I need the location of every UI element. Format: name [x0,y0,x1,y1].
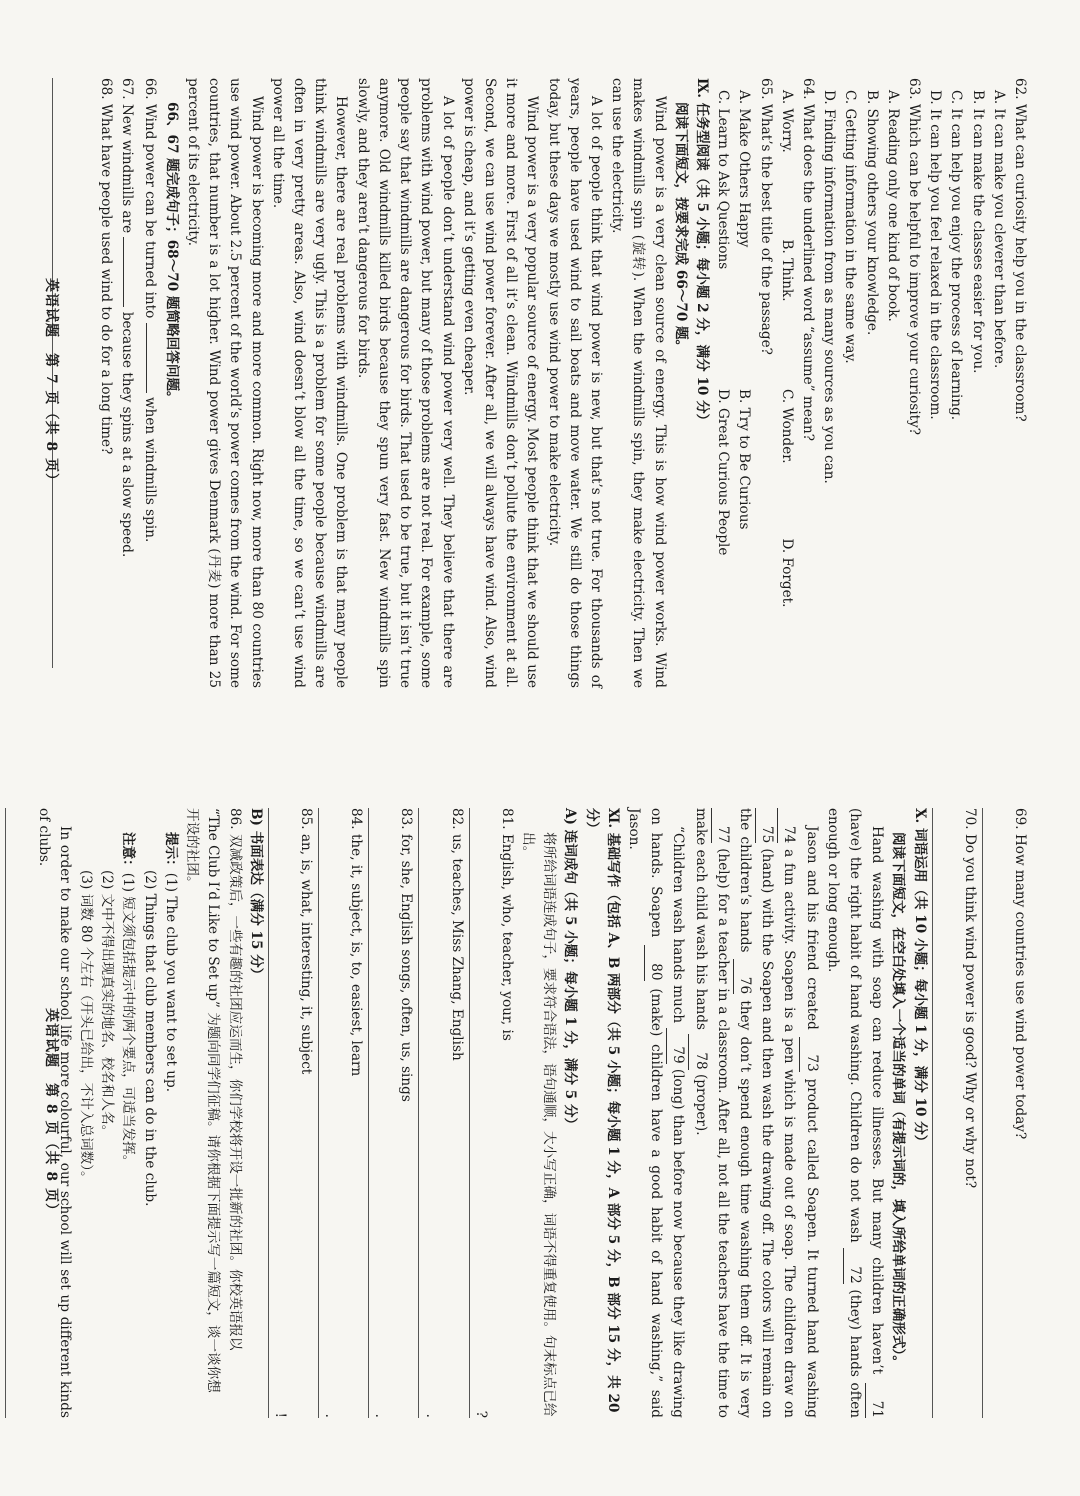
passage-paragraph: Wind power is a very popular source of energy. Most people think that we should use it more and more. First of all it’s clean. Windmills don’t pollute the environment at all. Second, we can use wind power forever. After all, we will always have wind. Also, wind power is cheap, and it’s getting even cheaper. [460,78,541,688]
option: B. Try to Be Curious [736,389,753,530]
part-a-instruction: 将所给词语连成句子，要求符合语法，语句通顺，大小写正确，词语不得重复使用。句末标点已给出。 [519,832,558,1417]
cloze-text: a fun activity. Soapen is a pen which is made out of soap. The children draw on [781,849,798,1418]
question-70: 70. Do you think wind power is good? Why or why not? [961,808,978,1189]
passage-paragraph: A lot of people think that wind power is new, but that’s not true. For thousands of years, people have used wind to sail boats and move water. We still do those things today, but these days we mostly use wind power to make electricity. [545,78,604,688]
option: A. Reading only one kind of book. [884,90,901,322]
cloze-blank-74[interactable]: 74 [777,808,799,843]
section-x-title: Ⅹ. 词语运用（共 10 小题；每小题 1 分，满分 10 分） [911,808,928,1149]
passage-paragraph: A lot of people don’t understand wind power very well. They believe that there are problems with wind power, but many of those problems are not real. For example, some people say that windmills are dangerous for birds. That used to be true, but it isn’t true anymore. Old windmills killed birds because they spun very fast. New windmills spin slowly, and they aren’t dangerous for birds. [354,78,456,688]
end-punctuation: . [372,1413,389,1418]
page-footer: 英语试题 第 8 页（共 8 页） [43,1008,60,1218]
passage-paragraph: Wind power is a very clean source of energy. This is how wind power works. Wind makes windmills spin (旋转). When the windmills spin, they make electricity. Then we can use the electricity. [609,78,668,688]
passage-paragraph: However, there are real problems with windmills. One problem is that many people think windmills are very ugly. This is a problem for some people because windmills are often in very pretty areas. Also, wind doesn’t blow all the time, so we can’t use wind power all the time. [269,78,350,688]
cloze-blank-71[interactable]: 71 [865,1383,887,1418]
question-84: 84. the, it, subject, is, to, easiest, learn [348,808,365,1077]
answer-line-83[interactable] [368,808,395,1418]
cloze-paragraph-2 [688,808,821,1418]
question-66-text-end: when windmills spin. [141,397,158,543]
cloze-text: (proper). [692,1073,709,1136]
section-x-instruction: 阅读下面短文，在空白处填入一个适当的单词（有提示词的，填入所给单词的正确形式）。 [890,832,907,1369]
option: A. It can make you cleverer than before. [990,90,1007,369]
question-67 [116,78,138,688]
question-63: 63. Which can be helpful to improve your curiosity? [905,78,922,436]
cloze-blank-78[interactable]: 78 [688,1034,710,1069]
answer-line-85[interactable] [268,808,295,1418]
tasks-instruction: 66、67 题完成句子；68～70 题简略回答问题。 [163,102,180,405]
cloze-text: they don’t spend enough time washing them off. It is very [736,1000,753,1418]
exam-page-7 [43,78,1030,688]
cloze-paragraph-3 [623,808,689,1418]
cloze-text: “Children wash hands much [670,826,687,1024]
hint-1 [160,808,181,1418]
cloze-blank-75[interactable]: 75 [755,808,777,843]
end-punctuation: . [322,1413,339,1418]
cloze-blank-73[interactable]: 73 [799,1037,821,1072]
cloze-blank-79[interactable]: 79 [666,1028,688,1063]
hint-label: 提示： [162,832,179,873]
question-81: 81. English, who, teacher, your, is [498,808,515,1041]
option: A. Worry. [778,90,795,153]
option: D. Forget. [778,538,795,608]
option: C. It can help you enjoy the process of learning. [948,90,965,421]
cloze-blank-76[interactable]: 76 [733,959,755,994]
hint-2: (2) Things that club members can do in the club. [141,870,158,1207]
question-67-text-end: because they spins at a slow speed. [119,311,136,558]
answer-line-82[interactable] [418,808,445,1418]
question-65-options-row1 [733,78,754,688]
cloze-blank-77[interactable]: 77 [711,808,733,843]
essay-line[interactable] [5,808,32,1418]
cloze-text: Hand washing with soap can reduce illnesses. But many children haven’t [869,826,886,1375]
option: B. Think. [778,239,795,302]
end-punctuation: . [422,1413,439,1418]
note-2: (2) 文中不得出现真实的地名、校名和人名。 [99,870,116,1139]
section-ix-title: Ⅸ. 任务型阅读（共 5 小题；每小题 2 分，满分 10 分） [693,78,710,428]
section-xi-title: Ⅺ. 基础写作（包括 A、B 两部分（共 5 小题；每小题 1 分，A 部分 5 分，B 部分 15 分，共 20 分） [583,808,621,1413]
option: B. Showing others your knowledge. [863,90,880,336]
answer-line-69[interactable] [982,808,1009,1418]
option: C. Learn to Ask Questions [715,90,732,270]
note-label: 注意： [120,832,137,873]
question-68: 68. What have people used wind to do for a long time? [98,78,115,455]
part-b-title: B) 书面表达（满分 15 分） [247,808,264,982]
cloze-text: product called Soapen. It turned hand washing [803,1078,820,1418]
question-82: 82. us, teaches, Miss Zhang, English [448,808,465,1061]
question-64: 64. What does the underlined word “assume” mean? [799,78,816,442]
cloze-text: Jason and his friend created [803,826,820,1030]
note-3: (3) 词数 80 个左右（开头已给出，不计入总词数）。 [78,870,95,1185]
question-65-options-row2 [712,78,733,688]
page-footer: 英语试题 第 7 页（共 8 页） [43,278,60,488]
question-86-line-1: 86. 双减政策后，一些有趣的社团应运而生，你们学校将开设一批新的社团。你校英语报以 [226,808,243,1351]
answer-line-81[interactable] [469,808,496,1418]
cloze-paragraph-1 [822,808,888,1418]
exam-page-8 [35,808,1030,1418]
cloze-text: (they) hands often enough or long enough. [824,808,863,1418]
section-ix-instruction: 阅读下面短文，按要求完成 66～70 题。 [672,102,689,354]
option: D. It can help you feel relaxed in the classroom. [927,90,944,420]
question-65: 65. What’s the best title of the passage? [757,78,774,355]
option: B. It can make the classes easier for you. [969,90,986,374]
option: C. Getting information in the same way. [842,90,859,364]
essay-start: In order to make our school life more colourful, our school will set up different kinds of clubs. [35,808,73,1418]
question-66 [138,78,160,688]
cloze-text: (help) for a teacher in a classroom. After all, not all the teachers have the time to make each child wash his hands [692,808,731,1418]
answer-blank-66[interactable] [146,323,161,393]
cloze-text: (hand) with the Soapen and then wash the drawing off. The colors will remain on the children’s hands [736,808,776,1418]
part-a-title: A) 连词成句（共 5 小题；每小题 1 分，满分 5 分） [562,808,579,1132]
question-67-text: 67. New windmills are [119,78,136,234]
question-86-line-3: 开设的社团。 [184,808,201,890]
question-62: 62. What can curiosity help you in the classroom? [1012,78,1028,422]
cloze-text: (have) the right habit of hand washing. Children do not wash [846,808,863,1243]
cloze-blank-72[interactable]: 72 [843,1248,865,1283]
option: C. Wonder. [778,389,795,464]
question-69: 69. How many countries use wind power today? [1012,808,1028,1140]
question-64-options [776,78,797,688]
question-83: 83. for, she, English songs, often, us, sings [398,808,415,1102]
question-86-line-2: “The Club I’d Like to Set up” 为题向同学们征稿。请你根据下面提示写一篇短文，谈一谈你想 [205,808,222,1393]
option: D. Great Curious People [715,389,732,556]
answer-blank-67[interactable] [123,237,138,307]
cloze-blank-80[interactable]: 80 [644,945,666,980]
question-85: 85. an, is, what, interesting, it, subject [297,808,314,1075]
note-text: (1) 短文须包括提示中的两个要点，可适当发挥。 [120,872,137,1169]
end-punctuation: ? [472,1410,489,1418]
passage-paragraph: Wind power is becoming more and more common. Right now, more than 80 countries use wind power. About 2.5 percent of the world’s power comes from the wind. For some countries, that number is a lot higher. Wind power gives Denmark (丹麦) more than 25 percent of its electricity. [185,78,265,688]
note-1 [117,808,138,1418]
answer-line-70[interactable] [932,808,959,1418]
option: A. Make Others Happy [736,90,753,248]
cloze-text: (long) than before now because they like drawing on hands. Soapen [648,808,687,1418]
end-punctuation: ! [271,1412,288,1418]
answer-line-84[interactable] [318,808,345,1418]
option: D. Finding information from as many sources as you can. [821,90,838,484]
essay-line[interactable] [0,808,3,1418]
cloze-text: (make) children have a good habit of hand washing,” said Jason. [625,808,665,1418]
question-66-text: 66. Wind power can be turned into [141,78,158,319]
hint-text: (1) The club you want to set up. [162,872,179,1093]
